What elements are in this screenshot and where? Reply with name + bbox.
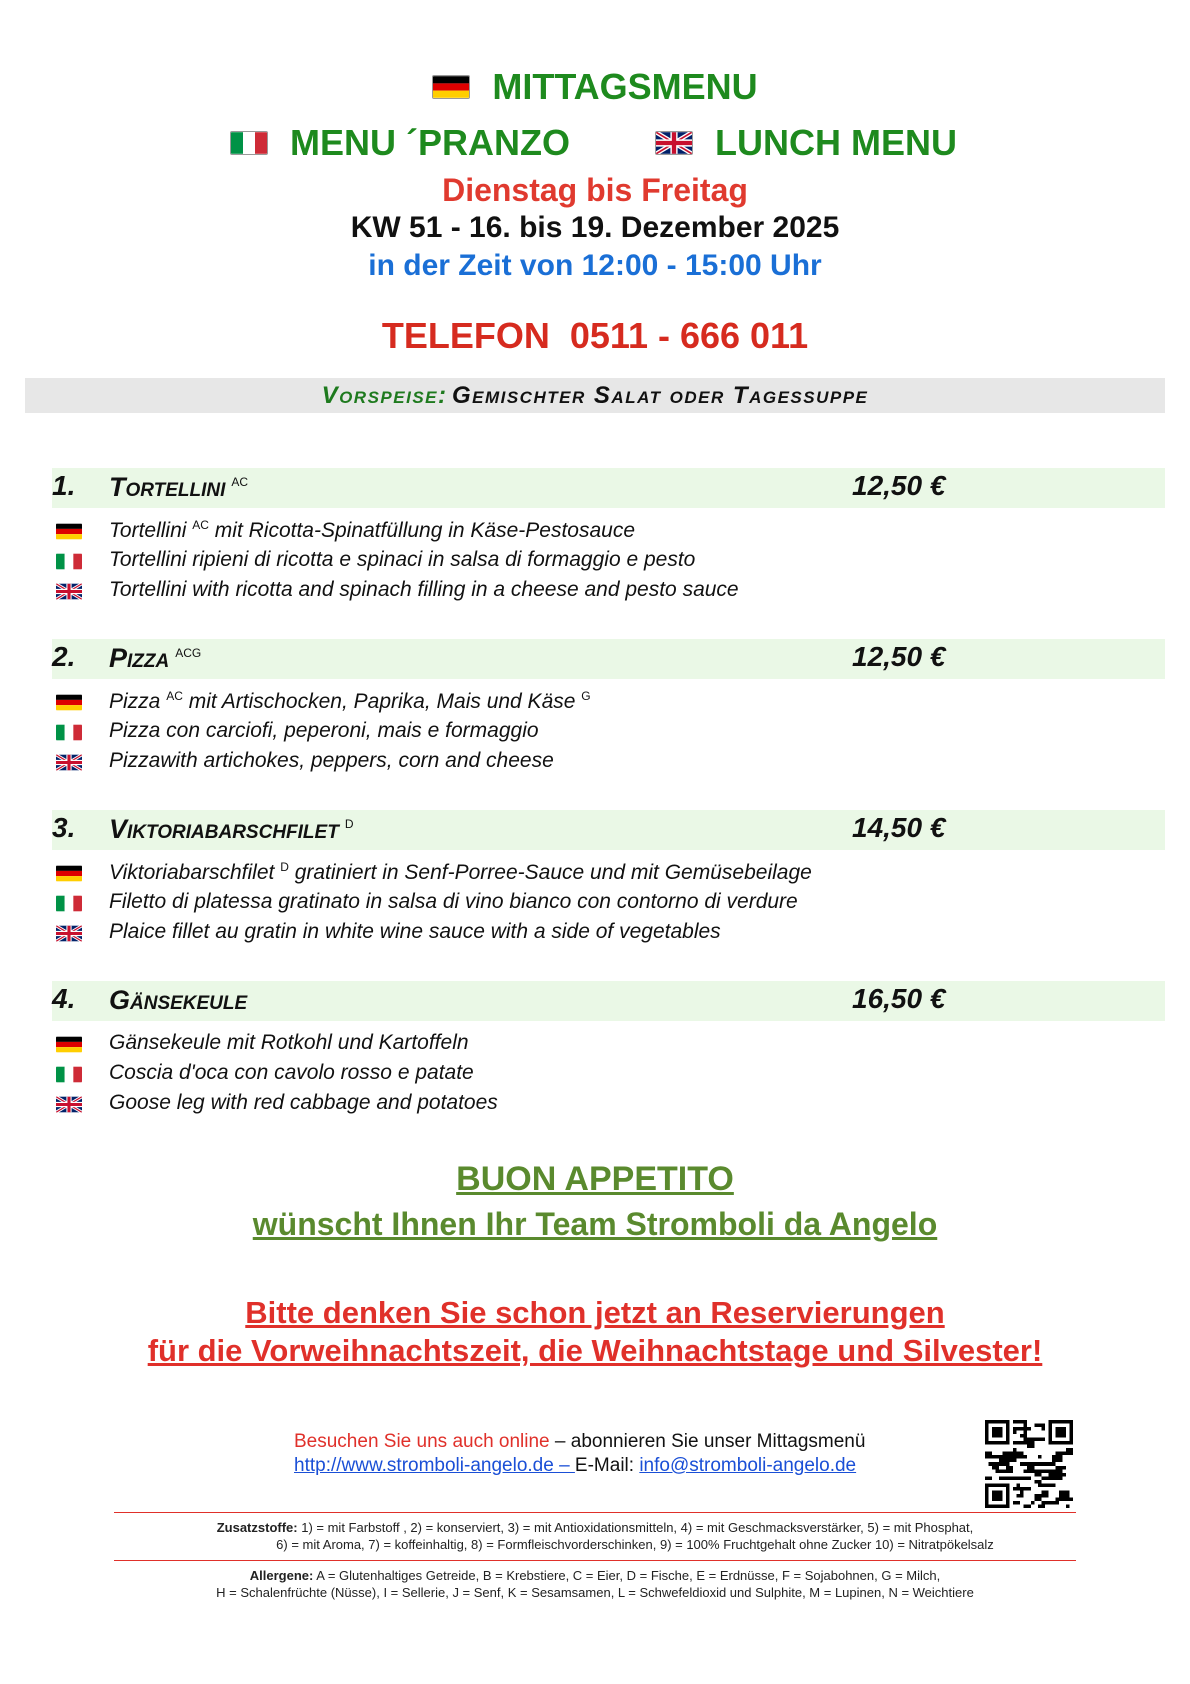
dish-3 [52, 810, 1165, 948]
visit-online: Besuchen Sie uns auch online [294, 1431, 550, 1452]
british-flag-icon [56, 1096, 82, 1113]
dish-desc-it: Coscia d'oca con cavolo rosso e patate [109, 1061, 474, 1084]
british-flag-icon [655, 131, 693, 155]
starter-bar [25, 378, 1165, 413]
team-greeting: wünscht Ihnen Ihr Team Stromboli da Angelo [252, 1206, 938, 1242]
title-it-group [230, 122, 570, 164]
dish-header [52, 468, 1165, 508]
dish-line-it [52, 888, 1165, 918]
dish-desc-de-sup: D [280, 860, 289, 874]
dish-line-it [52, 546, 1165, 576]
divider-top [114, 1512, 1076, 1513]
italian-flag-icon [56, 724, 82, 741]
title-en: LUNCH MENU [715, 122, 957, 163]
dish-name-text: Tortellini [109, 472, 226, 502]
dish-1 [52, 468, 1165, 606]
german-flag-icon [56, 1036, 82, 1053]
reservation-note-2: für die Vorweihnachtszeit, die Weihnachtstage und Silvester! [147, 1333, 1043, 1368]
dish-header [52, 981, 1165, 1021]
title-row-it-en [0, 122, 1190, 170]
week: KW 51 - 16. bis 19. Dezember 2025 [350, 211, 840, 244]
dish-desc-de [109, 689, 591, 714]
italian-flag-icon [230, 131, 268, 155]
dish-number: 4. [52, 983, 76, 1014]
dish-line-de [52, 858, 1165, 888]
buon-appetito: BUON APPETITO [456, 1160, 734, 1198]
dish-header [52, 639, 1165, 679]
dish-desc-en: Tortellini with ricotta and spinach filling in a cheese and pesto sauce [109, 578, 739, 601]
dish-desc-en: Goose leg with red cabbage and potatoes [109, 1091, 498, 1114]
dish-desc-en: Pizzawith artichokes, peppers, corn and cheese [109, 749, 554, 772]
dish-desc-it: Tortellini ripieni di ricotta e spinaci in salsa di formaggio e pesto [109, 548, 696, 571]
dish-desc-de-a: Tortellini [109, 519, 187, 542]
dish-line-de [52, 1029, 1165, 1059]
dish-price: 12,50 € [852, 470, 946, 501]
dish-name [109, 472, 248, 503]
dish-desc-it: Filetto di platessa gratinato in salsa di vino bianco con contorno di verdure [109, 890, 798, 913]
dish-number: 2. [52, 641, 76, 672]
website-link[interactable]: http://www.stromboli-angelo.de – [294, 1455, 575, 1476]
dish-desc-de-b: gratiniert in Senf-Porree-Sauce und mit Gemüsebeilage [288, 861, 812, 884]
title-de: MITTAGSMENU [492, 66, 758, 107]
dish-desc-de-sup: AC [192, 518, 209, 532]
allergens-line-1: A = Glutenhaltiges Getreide, B = Krebstiere, C = Eier, D = Fische, E = Erdnüsse, F = Sojabohnen, G = Milch, [313, 1568, 941, 1583]
reservation-note-1: Bitte denken Sie schon jetzt an Reservierungen [245, 1295, 945, 1330]
dish-desc-de-a: Pizza [109, 690, 161, 713]
dish-line-de [52, 516, 1165, 546]
allergens-label: Allergene: [249, 1568, 314, 1583]
german-flag-icon [56, 523, 82, 540]
online-line-2 [294, 1454, 865, 1478]
divider-bottom [114, 1560, 1076, 1561]
title-row-de [0, 66, 1190, 108]
dish-desc-de-b: mit Artischocken, Paprika, Mais und Käse [182, 690, 576, 713]
phone: TELEFON 0511 - 666 011 [381, 315, 809, 356]
dish-line-en [52, 1089, 1165, 1119]
dish-number: 3. [52, 812, 76, 843]
italian-flag-icon [56, 1066, 82, 1083]
additives-line-1: 1) = mit Farbstoff , 2) = konserviert, 3) = mit Antioxidationsmitteln, 4) = mit Geschmacksverstärker, 5) = mit Phosphat, [297, 1520, 974, 1535]
additives-line-2: 6) = mit Aroma, 7) = koffeinhaltig, 8) = Formfleischvorderschinken, 9) = 100% Fruchtgehalt ohne Zucker 10) = Nitratpökelsalz [276, 1537, 994, 1552]
dish-name-text: Gänsekeule [109, 985, 248, 1015]
dish-price: 12,50 € [852, 641, 946, 672]
allergens-note [0, 1567, 1190, 1601]
dish-desc-it: Pizza con carciofi, peperoni, mais e formaggio [109, 719, 539, 742]
online-line-1 [294, 1430, 865, 1454]
dish-name [109, 814, 354, 845]
dish-desc-de-a: Viktoriabarschfilet [109, 861, 275, 884]
dish-line-en [52, 747, 1165, 777]
italian-flag-icon [56, 895, 82, 912]
starter-text: Gemischter Salat oder Tagessuppe [451, 382, 869, 409]
title-it: MENU ´PRANZO [290, 122, 570, 163]
british-flag-icon [56, 925, 82, 942]
dish-price: 16,50 € [852, 983, 946, 1014]
online-info [294, 1430, 865, 1478]
qr-code-icon [985, 1420, 1073, 1508]
dish-desc-de [109, 518, 635, 543]
title-en-group [655, 122, 957, 164]
dish-desc-de-sup2: G [581, 689, 591, 703]
days: Dienstag bis Freitag [442, 172, 748, 208]
dish-header [52, 810, 1165, 850]
dish-line-it [52, 717, 1165, 747]
opening-time: in der Zeit von 12:00 - 15:00 Uhr [368, 249, 822, 282]
subscribe-text: – abonnieren Sie unser Mittagsmenü [549, 1431, 866, 1452]
italian-flag-icon [56, 553, 82, 570]
dish-desc-de-b: mit Ricotta-Spinatfüllung in Käse-Pestosauce [208, 519, 636, 542]
dish-desc-en: Plaice fillet au gratin in white wine sauce with a side of vegetables [109, 920, 721, 943]
dish-name [109, 643, 201, 674]
allergens-line-2: H = Schalenfrüchte (Nüsse), I = Sellerie, J = Senf, K = Sesamsamen, L = Schwefeldioxid und Sulphite, M = Lupinen, N = Weichtiere [216, 1585, 974, 1600]
dish-line-en [52, 576, 1165, 606]
dish-line-en [52, 918, 1165, 948]
dish-desc-de [109, 860, 812, 885]
dish-line-it [52, 1059, 1165, 1089]
british-flag-icon [56, 754, 82, 771]
german-flag-icon [432, 75, 470, 99]
dish-name-text: Pizza [109, 643, 170, 673]
dish-allergens: AC [231, 475, 249, 489]
dish-number: 1. [52, 470, 76, 501]
dish-price: 14,50 € [852, 812, 946, 843]
additives-note [0, 1519, 1190, 1553]
dish-allergens: ACG [175, 646, 202, 660]
email-link[interactable]: info@stromboli-angelo.de [639, 1455, 857, 1476]
additives-label: Zusatzstoffe: [216, 1520, 298, 1535]
email-label: E-Mail: [574, 1455, 640, 1476]
british-flag-icon [56, 583, 82, 600]
german-flag-icon [56, 694, 82, 711]
german-flag-icon [56, 865, 82, 882]
dish-2 [52, 639, 1165, 777]
dish-allergens: D [344, 817, 354, 831]
dish-desc-de: Gänsekeule mit Rotkohl und Kartoffeln [109, 1031, 469, 1054]
dish-4 [52, 981, 1165, 1119]
dish-name [109, 985, 253, 1016]
dish-desc-de-sup: AC [166, 689, 183, 703]
dish-name-text: Viktoriabarschfilet [109, 814, 339, 844]
dish-line-de [52, 687, 1165, 717]
starter-label: Vorspeise: [321, 382, 448, 409]
